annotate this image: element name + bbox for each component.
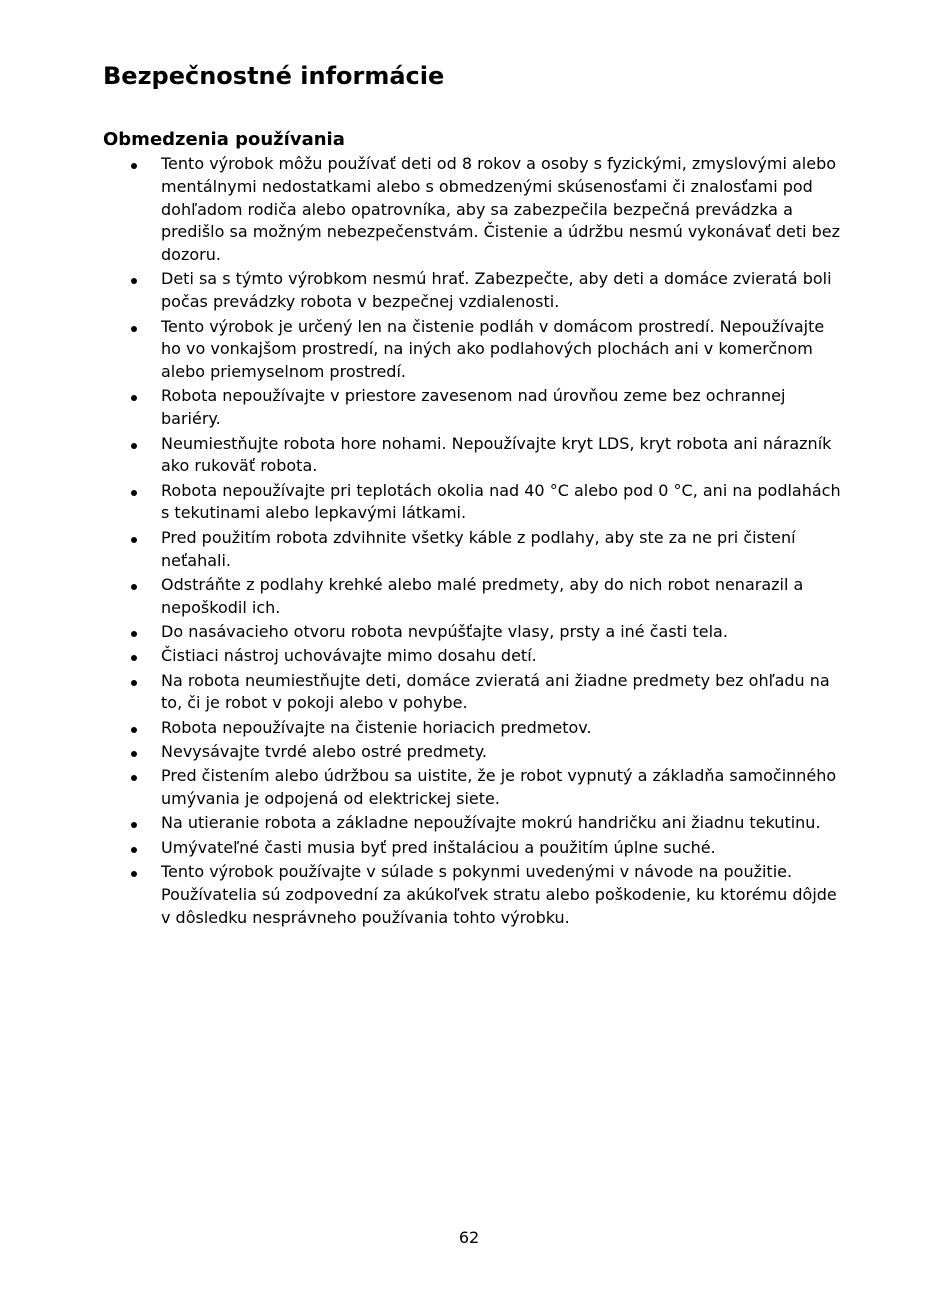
- list-item: [129, 385, 841, 431]
- list-item: [129, 527, 841, 573]
- list-item: [129, 316, 841, 384]
- bullet-icon: [131, 871, 137, 877]
- list-item-text: Tento výrobok môžu používať deti od 8 rokov a osoby s fyzickými, zmyslovými alebo mentálnymi nedostatkami alebo s obmedzenými skúsenosťami či znalosťami pod dohľadom rodiča alebo opatrovníka, aby sa zabezpečila bezpečná prevádzka a predišlo sa možným nebezpečenstvám. Čistenie a údržbu nesmú vykonávať deti bez dozoru.: [161, 154, 841, 265]
- bullet-icon: [131, 443, 137, 449]
- safety-bullet-list: [129, 153, 841, 931]
- bullet-icon: [131, 822, 137, 828]
- list-item-text: Tento výrobok používajte v súlade s pokynmi uvedenými v návode na použitie. Používatelia sú zodpovední za akúkoľvek stratu alebo poškodenie, ku ktorému dôjde v dôsledku nesprávneho používania tohto výrobku.: [161, 861, 837, 927]
- list-item-text: Tento výrobok je určený len na čistenie podláh v domácom prostredí. Nepoužívajte ho vo vonkajšom prostredí, na iných ako podlahových plochách ani v komerčnom alebo priemyselnom prostredí.: [161, 316, 825, 382]
- bullet-icon: [131, 680, 137, 686]
- list-item: [129, 645, 841, 668]
- bullet-icon: [131, 326, 137, 332]
- list-item-text: Nevysávajte tvrdé alebo ostré predmety.: [161, 741, 487, 761]
- list-item-text: Robota nepoužívajte na čistenie horiacich predmetov.: [161, 717, 592, 737]
- list-item-text: Na utieranie robota a základne nepoužívajte mokrú handričku ani žiadnu tekutinu.: [161, 813, 821, 833]
- page-number: 62: [458, 1228, 480, 1247]
- list-item-text: Robota nepoužívajte pri teplotách okolia nad 40 °C alebo pod 0 °C, ani na podlahách s tekutinami alebo lepkavými látkami.: [161, 480, 841, 523]
- list-item: [129, 837, 841, 860]
- list-item: [129, 861, 841, 929]
- list-item: [129, 812, 841, 835]
- list-item-text: Odstráňte z podlahy krehké alebo malé predmety, aby do nich robot nenarazil a nepoškodil ich.: [161, 574, 804, 617]
- list-item: [129, 717, 841, 740]
- bullet-icon: [131, 631, 137, 637]
- list-item-text: Čistiaci nástroj uchovávajte mimo dosahu detí.: [161, 646, 537, 666]
- list-item: [129, 741, 841, 764]
- bullet-icon: [131, 727, 137, 733]
- list-item-text: Pred použitím robota zdvihnite všetky káble z podlahy, aby ste za ne pri čistení neťahali.: [161, 527, 796, 570]
- bullet-icon: [131, 751, 137, 757]
- list-item: [129, 574, 841, 620]
- list-item-text: Neumiestňujte robota hore nohami. Nepoužívajte kryt LDS, kryt robota ani nárazník ako rukoväť robota.: [161, 433, 832, 476]
- bullet-icon: [131, 584, 137, 590]
- list-item-text: Umývateľné časti musia byť pred inštaláciou a použitím úplne suché.: [161, 837, 716, 857]
- bullet-icon: [131, 847, 137, 853]
- list-item: [129, 765, 841, 811]
- bullet-icon: [131, 775, 137, 781]
- list-item-text: Do nasávacieho otvoru robota nevpúšťajte vlasy, prsty a iné časti tela.: [161, 621, 728, 641]
- list-item: [129, 621, 841, 644]
- bullet-icon: [131, 395, 137, 401]
- page-title: Bezpečnostné informácie: [103, 62, 445, 90]
- bullet-icon: [131, 655, 137, 661]
- bullet-icon: [131, 537, 137, 543]
- section-heading: Obmedzenia používania: [103, 129, 345, 150]
- list-item-text: Na robota neumiestňujte deti, domáce zvieratá ani žiadne predmety bez ohľadu na to, či je robot v pokoji alebo v pohybe.: [161, 670, 830, 713]
- list-item: [129, 433, 841, 479]
- bullet-icon: [131, 278, 137, 284]
- list-item: [129, 670, 841, 716]
- list-item: [129, 153, 841, 267]
- list-item-text: Robota nepoužívajte v priestore zavesenom nad úrovňou zeme bez ochrannej bariéry.: [161, 386, 786, 429]
- list-item-text: Deti sa s týmto výrobkom nesmú hrať. Zabezpečte, aby deti a domáce zvieratá boli počas prevádzky robota v bezpečnej vzdialenosti.: [161, 269, 832, 312]
- bullet-icon: [131, 163, 137, 169]
- list-item: [129, 268, 841, 314]
- list-item: [129, 480, 841, 526]
- bullet-icon: [131, 490, 137, 496]
- list-item-text: Pred čistením alebo údržbou sa uistite, že je robot vypnutý a základňa samočinného umývania je odpojená od elektrickej siete.: [161, 766, 837, 809]
